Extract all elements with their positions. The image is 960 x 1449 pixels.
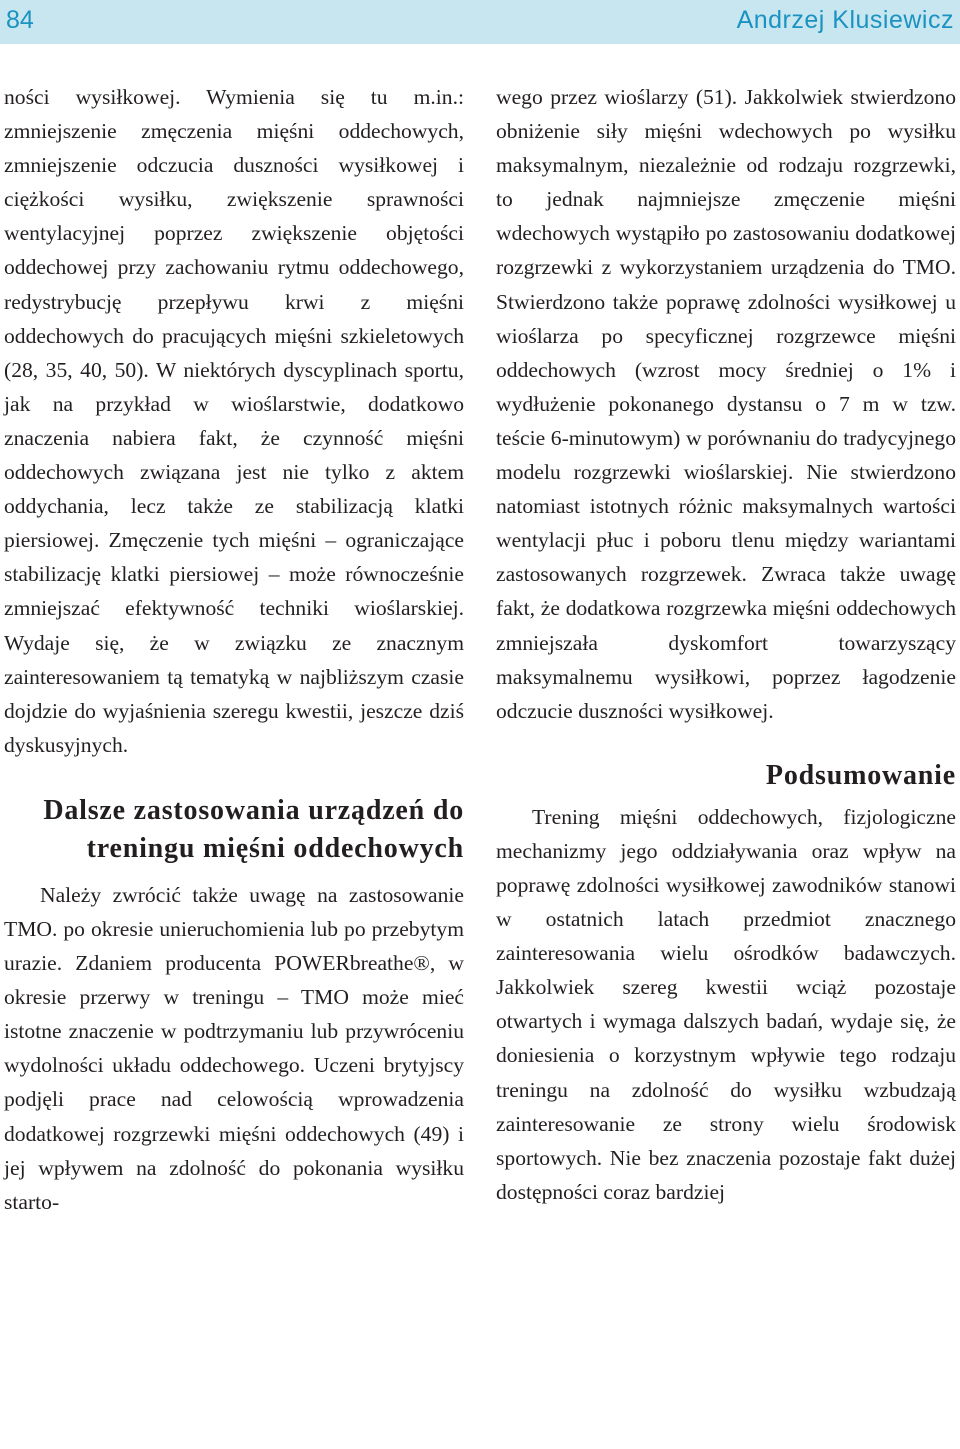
- body-paragraph: wego przez wioślarzy (51). Jakkolwiek stwierdzono obniżenie siły mięśni wdechowych po wysiłku maksymalnym, niezależnie od rodzaju rozgrzewki, to jednak najmniejsze zmęczenie mięśni wdechowych wystąpiło po zastosowaniu dodatkowej rozgrzewki z wykorzystaniem urządzenia do TMO. Stwierdzono także poprawę zdolności wysiłkowej u wioślarza po specyficznej rozgrzewce mięśni oddechowych (wzrost mocy średniej o 1% i wydłużenie pokonanego dystansu o 7 m w tzw. teście 6-minutowym) w porównaniu do tradycyjnego modelu rozgrzewki wioślarskiej. Nie stwierdzono natomiast istotnych różnic maksymalnych wartości wentylacji płuc i poboru tlenu między wariantami zastosowanych rozgrzewek. Zwraca także uwagę fakt, że dodatkowa rozgrzewka mięśni oddechowych zmniejszała dyskomfort towarzyszący maksymalnemu wysiłkowi, poprzez łagodzenie odczucie duszności wysiłkowej.: [496, 85, 956, 723]
- body-paragraph: Trening mięśni oddechowych, fizjologiczne mechanizmy jego oddziaływania oraz wpływ na poprawę zdolności wysiłkowej zawodników stanowi w ostatnich latach przedmiot znacznego zainteresowania wielu ośrodków badawczych. Jakkolwiek szereg kwestii wciąż pozostaje otwartych i wymaga dalszych badań, wydaje się, że doniesienia o korzystnym wpływie tego rodzaju treningu na zdolność do wysiłku wzbudzają zainteresowanie ze strony wielu środowisk sportowych. Nie bez znaczenia pozostaje fakt dużej dostępności coraz bardziej: [496, 804, 956, 1204]
- section-heading: Dalsze zastosowania urządzeń do treningu mięśni oddechowych: [43, 794, 464, 864]
- page-number: 84: [6, 6, 34, 34]
- body-paragraph: ności wysiłkowej. Wymienia się tu m.in.: zmniejszenie zmęczenia mięśni oddechowych, zmniejszenie odczucia duszności wysiłkowej i ciężkości wysiłku, zwiększenie sprawności wentylacyjnej poprzez zwiększenie objętości oddechowej przy zachowaniu rytmu oddechowego, redystrybucję przepływu krwi z mięśni oddechowych do pracujących mięśni szkieletowych (28, 35, 40, 50). W niektórych dyscyplinach sportu, jak na przykład w wioślarstwie, dodatkowo znaczenia nabiera fakt, że czynność mięśni oddechowych związana jest nie tylko z aktem oddychania, lecz także ze stabilizacją klatki piersiowej. Zmęczenie tych mięśni – ograniczające stabilizację klatki piersiowej – może równocześnie zmniejszać efektywność techniki wioślarskiej. Wydaje się, że w związku ze znacznym zainteresowaniem tą tematyką w najbliższym czasie dojdzie do wyjaśnienia szeregu kwestii, jeszcze dziś dyskusyjnych.: [4, 85, 464, 757]
- section-heading: Podsumowanie: [765, 759, 956, 791]
- right-column: [496, 80, 956, 1209]
- running-header: [0, 0, 960, 44]
- left-column: [4, 80, 464, 1219]
- body-paragraph: Należy zwrócić także uwagę na zastosowanie TMO. po okresie unieruchomienia lub po przebytym urazie. Zdaniem producenta POWERbreathe®, w okresie przerwy w treningu – TMO może mieć istotne znaczenie w podtrzymaniu lub przywróceniu wydolności układu oddechowego. Uczeni brytyjscy podjęli prace nad celowością wprowadzenia dodatkowej rozgrzewki mięśni oddechowych (49) i jej wpływem na zdolność do pokonania wysiłku starto-: [4, 882, 464, 1214]
- running-header-author: Andrzej Klusiewicz: [736, 6, 954, 34]
